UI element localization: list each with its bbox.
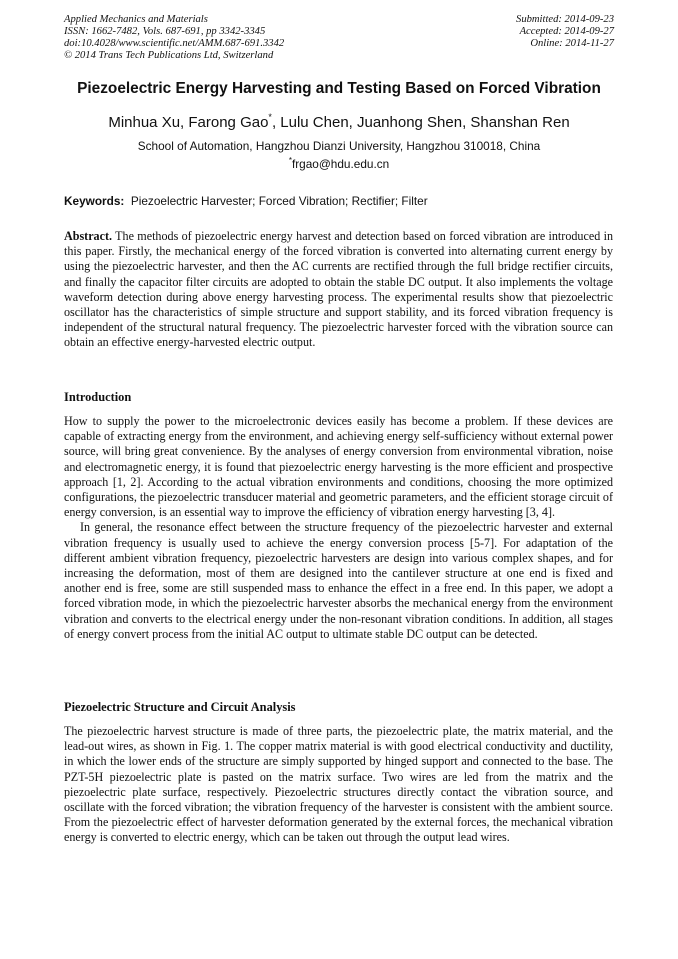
section-body (64, 724, 613, 846)
author-list (40, 114, 638, 131)
keywords-text: Piezoelectric Harvester; Forced Vibration; Rectifier; Filter (130, 194, 428, 208)
paragraph: How to supply the power to the microelectronic devices easily has become a problem. If these devices are capable of extracting energy from the environment, and achieving energy self-sufficiency without external power source, will bring great convenience. By the analyses of energy conversion from environmental vibration, noise and electromagnetic energy, it is found that piezoelectric energy harvesting is the more efficient and prospective approach [1, 2]. According to the actual vibration environments and conditions, choosing the more optimized configurations, the piezoelectric transducer material and geometric parameters, and the efficient storage circuit of energy conversion, is an essential way to improve the efficiency of vibration energy harvesting [3, 4]. (64, 414, 613, 520)
journal-name: Applied Mechanics and Materials (64, 14, 208, 25)
doi-line: doi:10.4028/www.scientific.net/AMM.687-691.3342 (64, 38, 285, 49)
accepted-date: Accepted: 2014-09-27 (519, 26, 614, 37)
affiliation: School of Automation, Hangzhou Dianzi University, Hangzhou 310018, China (137, 139, 541, 153)
introduction-body (64, 414, 613, 642)
keywords (64, 194, 614, 208)
paragraph: The piezoelectric harvest structure is made of three parts, the piezoelectric plate, the matrix material, and the lead-out wires, as shown in Fig. 1. The copper matrix material is with good electrical conductivity and ductility, in which the lower ends of the structure are simply supported by hinged support and connected to the base. The PZT-5H piezoelectric plate is pasted on the matrix surface. Two wires are led from the matrix and the piezoelectric plate surface, respectively. Piezoelectric structures directly contact the vibration source, and oscillate with the forced vibration; the vibration frequency of the harvester is consistent with the ambient source. From the piezoelectric effect of harvester deformation generated by the external forces, the mechanical vibration energy is converted to electric energy, which can be taken out through the output lead wires. (64, 724, 613, 845)
paragraph: In general, the resonance effect between the structure frequency of the piezoelectric harvester and external vibration frequency is usually used to achieve the energy conversion process [5-7]. For adaptation of the different ambient vibration frequency, piezoelectric harvesters are design into various complex shapes, and for increasing the deformation, most of them are designed into the cantilever structure at one end is fixed and another end is free, some are still suspended mass to enhance the effect in a free end. In this paper, we adopt a forced vibration mode, in which the piezoelectric harvester absorbs the mechanical energy from the environment vibration and converts to the electrical energy under the non-resonant vibration conditions. In addition, all stages of energy convert process from the initial AC output to ultimate stable DC output can be detected. (64, 520, 613, 641)
email-mark: * (288, 156, 292, 165)
email-address: frgao@hdu.edu.cn (291, 157, 390, 171)
journal-header-left (64, 14, 284, 62)
authors-first: Minhua Xu, Farong Gao (108, 114, 269, 131)
abstract-text: The methods of piezoelectric energy harvest and detection based on forced vibration are introduced in this paper. Firstly, the mechanical energy of the forced vibration is converted into alternating current energy by using the piezoelectric harvester, and then the AC currents are rectified through the full bridge rectifier circuits, and finally the capacitor filter circuits are adopted to obtain the stable DC output. It also implements the voltage waveform detection during above energy harvesting process. The experimental results show that piezoelectric oscillator has the characteristics of simple structure and support stability, and its forced vibration frequency is independent of the structural natural frequency. The piezoelectric harvester forced with the vibration source can obtain an effective energy-harvested electric output. (64, 229, 613, 350)
submitted-date: Submitted: 2014-09-23 (516, 14, 614, 25)
contact-email (40, 157, 638, 171)
corresponding-author-mark: * (268, 112, 272, 122)
abstract-label: Abstract. (64, 229, 113, 243)
abstract (64, 229, 613, 351)
paper-title: Piezoelectric Energy Harvesting and Testing Based on Forced Vibration (77, 80, 601, 97)
section-heading: Piezoelectric Structure and Circuit Analysis (64, 700, 296, 714)
introduction-heading: Introduction (64, 390, 132, 404)
keywords-label: Keywords: (64, 194, 125, 208)
issn-line: ISSN: 1662-7482, Vols. 687-691, pp 3342-3345 (64, 26, 266, 37)
journal-header-right (516, 14, 614, 50)
copyright-line: © 2014 Trans Tech Publications Ltd, Switzerland (64, 50, 274, 61)
online-date: Online: 2014-11-27 (530, 38, 614, 49)
authors-rest: , Lulu Chen, Juanhong Shen, Shanshan Ren (271, 114, 570, 131)
